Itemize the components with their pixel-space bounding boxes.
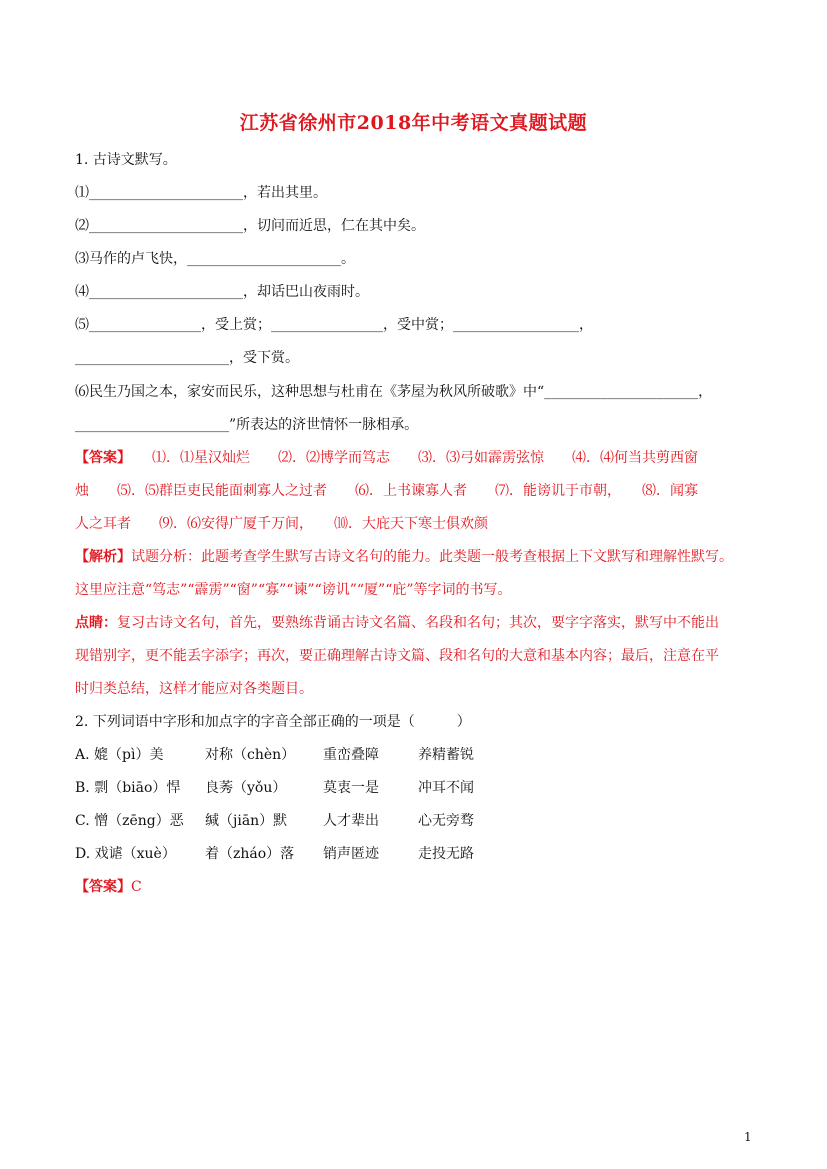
option-d-word-2: 着（zháo）落 — [205, 846, 295, 862]
page-number: 1 — [744, 1130, 752, 1144]
option-b-word-4: 冲耳不闻 — [418, 780, 474, 796]
label-tag: 【解析】 — [75, 549, 131, 565]
label-tag: 【答案】 — [75, 450, 124, 466]
q1-answer-line-3: 人之耳者 ⑼．⑹安得广厦千万间， ⑽．大庇天下寒士俱欢颜 — [75, 516, 488, 532]
document-title: 江苏省徐州市2018年中考语文真题试题 — [239, 112, 588, 134]
option-c-word-2: 缄（jiān）默 — [205, 813, 288, 829]
q1-item-5: ⑸________________，受上赏；________________，受中赏；__________________， — [75, 317, 593, 333]
option-c-word-4: 心无旁骛 — [418, 813, 474, 829]
q1-item-2: ⑵______________________，切问而近思，仁在其中矣。 — [75, 218, 425, 234]
option-b-word-3: 莫衷一是 — [323, 780, 379, 796]
option-d-word-1: D. 戏谑（xuè） — [75, 846, 176, 862]
q1-item-1: ⑴______________________，若出其里。 — [75, 185, 327, 201]
option-a-word-2: 对称（chèn） — [205, 747, 296, 763]
q2-answer: 【答案】C — [75, 879, 142, 895]
q1-analysis-line-2: 这里应注意“笃志”“霹雳”“窗”“寡”“谏”“谤讥”“厦”“庇”等字词的书写。 — [75, 582, 512, 598]
option-d-word-4: 走投无路 — [418, 846, 474, 862]
option-b-word-1: B. 剽（biāo）悍 — [75, 780, 181, 796]
option-a-word-3: 重峦叠障 — [323, 747, 379, 763]
q1-item-4: ⑷______________________，却话巴山夜雨时。 — [75, 284, 369, 300]
q1-item-6: ⑹民生乃国之本，家安而民乐，这种思想与杜甫在《茅屋为秋风所破歌》中“______________________， — [75, 384, 713, 400]
q1-item-6-cont: ______________________”所表达的济世情怀一脉相承。 — [75, 417, 419, 433]
option-b-word-2: 良莠（yǒu） — [205, 780, 287, 796]
q1-analysis-line-1: 【解析】试题分析：此题考查学生默写古诗文名句的能力。此类题一般考查根据上下文默写和理解性默写。 — [75, 549, 733, 565]
q1-tip-line-1: 点睛：复习古诗文名句，首先，要熟练背诵古诗文名篇、名段和名句；其次，要字字落实，默写中不能出 — [75, 615, 719, 631]
q2-stem: 2. 下列词语中字形和加点字的字音全部正确的一项是（ ） — [75, 714, 471, 730]
q1-tip-line-3: 时归类总结，这样才能应对各类题目。 — [75, 681, 313, 697]
q1-stem: 1. 古诗文默写。 — [75, 152, 177, 168]
q1-item-5-cont: ______________________，受下赏。 — [75, 350, 299, 366]
q1-answer-line-1: 【答案】 ⑴．⑴星汉灿烂 ⑵．⑵博学而笃志 ⑶．⑶弓如霹雳弦惊 ⑷．⑷何当共剪西窗 — [75, 450, 698, 466]
q1-item-3: ⑶马作的卢飞快，______________________。 — [75, 251, 355, 267]
option-a-word-4: 养精蓄锐 — [418, 747, 474, 763]
label-tag: 【答案】 — [75, 879, 131, 895]
label-tag: 点睛： — [75, 615, 117, 631]
q1-tip-line-2: 现错别字，更不能丢字添字；再次，要正确理解古诗文篇、段和名句的大意和基本内容；最后，注意在平 — [75, 648, 719, 664]
option-a-word-1: A. 媲（pì）美 — [75, 747, 164, 763]
q1-answer-line-2: 烛 ⑸．⑸群臣吏民能面刺寡人之过者 ⑹．上书谏寡人者 ⑺．能谤讥于市朝， ⑻．闻寡 — [75, 483, 698, 499]
option-c-word-3: 人才辈出 — [323, 813, 379, 829]
option-c-word-1: C. 憎（zēng）恶 — [75, 813, 184, 829]
option-d-word-3: 销声匿迹 — [323, 846, 379, 862]
